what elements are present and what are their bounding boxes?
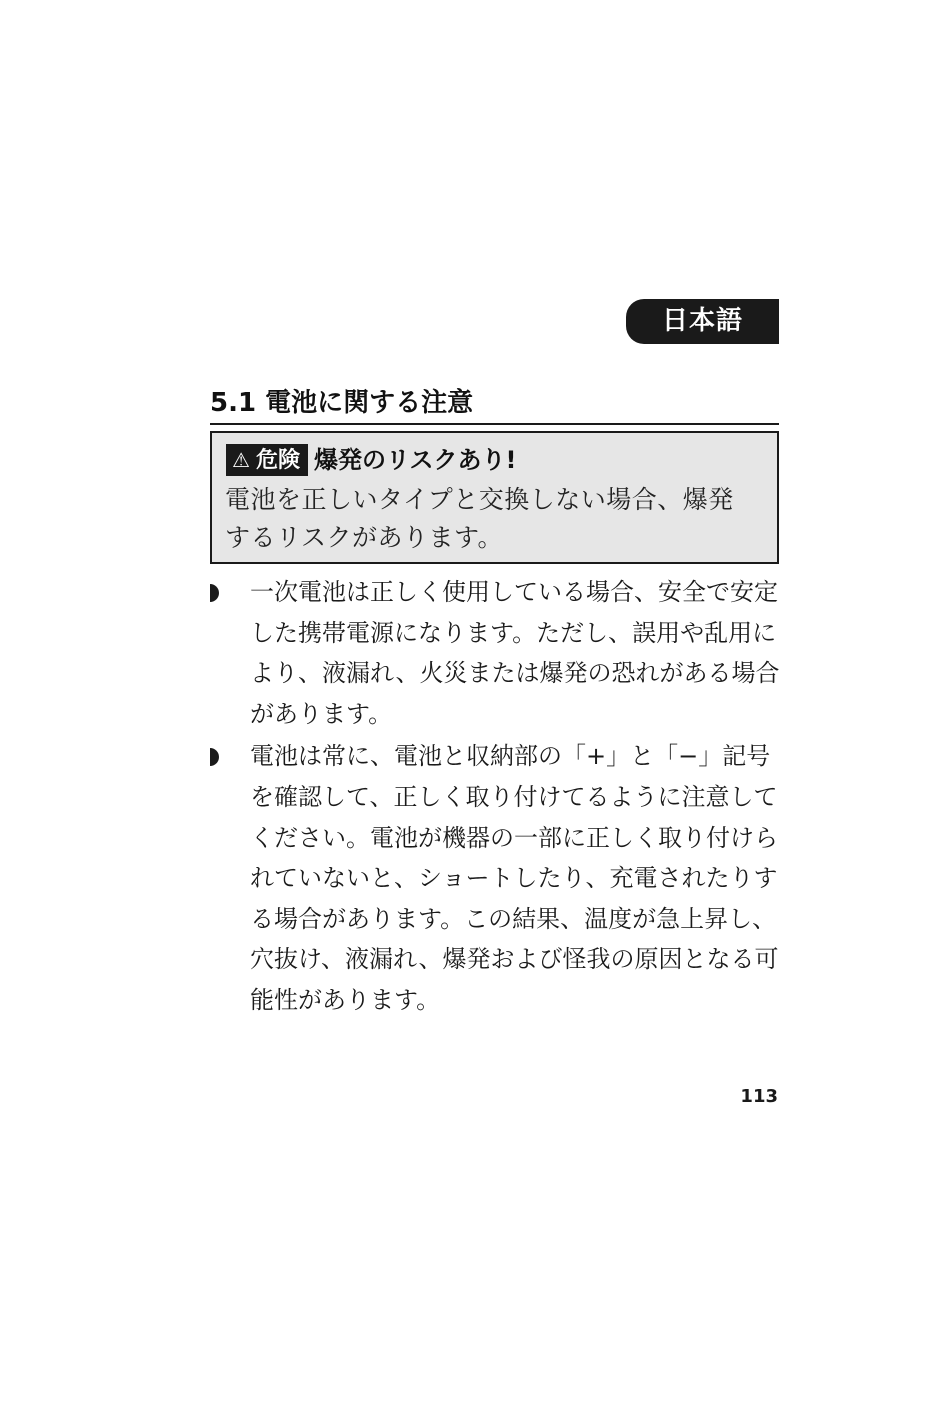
bullet-marker-icon	[210, 748, 219, 766]
warning-body-line: 電池を正しいタイプと交換しない場合、爆発	[225, 485, 734, 514]
danger-badge-label: 危険	[255, 448, 300, 473]
warning-header	[226, 444, 516, 476]
bullet-item	[210, 736, 785, 1020]
language-tab: 日本語	[626, 299, 779, 344]
warning-triangle-icon: ⚠	[232, 448, 250, 472]
warning-title: 爆発のリスクあり!	[313, 446, 517, 474]
bullet-marker-icon	[210, 584, 219, 602]
bullet-text: 電池は常に、電池と収納部の「+」と「−」記号を確認して、正しく取り付けてるように注意してください。電池が機器の一部に正しく取り付けられていないと、ショートしたり、充電されたりする場合があります。この結果、温度が急上昇し、穴抜け、液漏れ、爆発および怪我の原因となる可能性があります。	[250, 742, 779, 1014]
warning-body-line: するリスクがあります。	[225, 523, 504, 552]
danger-warning-box	[210, 431, 779, 564]
danger-badge	[226, 444, 308, 476]
warning-body	[225, 481, 770, 557]
bullet-list	[210, 572, 785, 1023]
section-heading: 5.1 電池に関する注意	[210, 385, 779, 425]
bullet-text: 一次電池は正しく使用している場合、安全で安定した携帯電源になります。ただし、誤用や乱用により、液漏れ、火災または爆発の恐れがある場合があります。	[250, 578, 780, 728]
page-number: 113	[740, 1086, 778, 1107]
bullet-item	[210, 572, 785, 734]
